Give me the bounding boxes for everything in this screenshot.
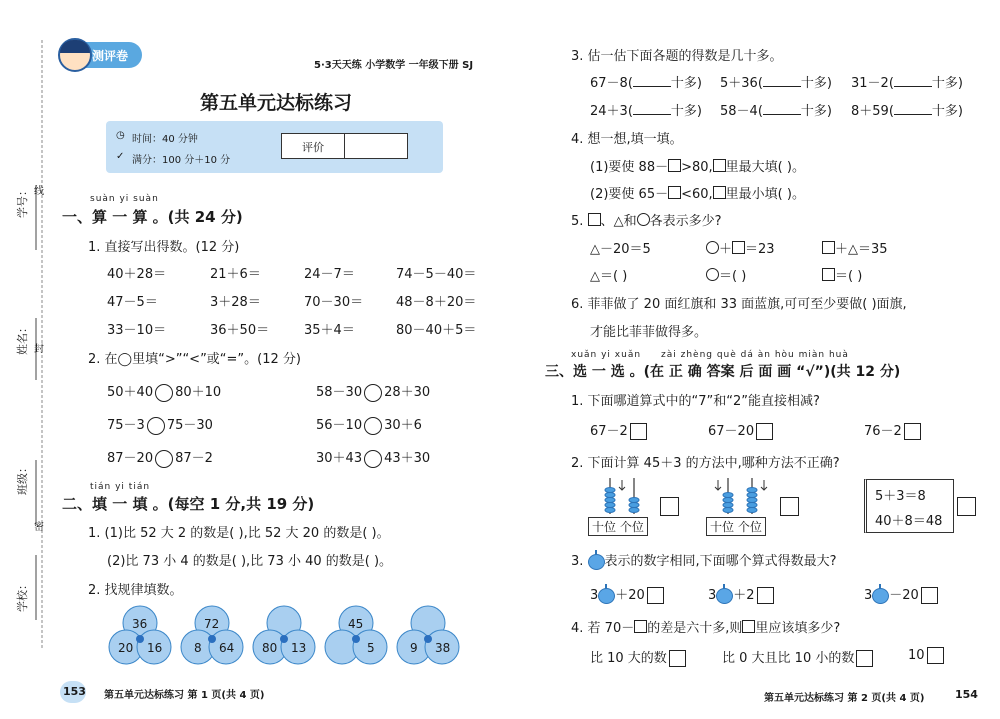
answer-box[interactable] [757, 587, 774, 604]
q5-eq2: ＋ ＝23 [706, 238, 775, 257]
footer-left-text: 第五单元达标练习 第 1 页(共 4 页) [104, 690, 265, 701]
group-right: 16 [147, 641, 163, 655]
q2-1b: (2)比 73 小 4 的数是( ),比 73 小 40 的数是( )。 [107, 554, 393, 569]
q4-part1: (1)要使 88－ >80, 里最大填( )。 [590, 160, 805, 175]
section3-title: 三、选 一 选 。(在 正 确 答案 后 面 画 “√”)(共 12 分) [545, 364, 901, 380]
calc-item: 3＋28＝ [210, 295, 261, 310]
page-number-badge [60, 681, 86, 703]
calc-item: 35＋4＝ [304, 323, 355, 338]
equation-2: 40＋8＝48 [875, 514, 943, 529]
calc-item: 33－10＝ [107, 323, 167, 338]
estimate-row: 8＋59( 十多) [851, 104, 963, 119]
blank-box [713, 159, 726, 172]
rating-label: 评价 [302, 141, 324, 154]
circle-group [397, 606, 459, 664]
compare-row: 75－3 75－30 [107, 418, 213, 433]
section2-title: 二、填 一 填 。(每空 1 分,共 19 分) [62, 495, 315, 513]
answer-box[interactable] [630, 423, 647, 440]
triangle-icon: △ [590, 269, 600, 284]
blank-box[interactable] [668, 159, 681, 172]
compare-circle[interactable] [155, 450, 173, 468]
seal-line-char: 线 [34, 186, 44, 197]
q4-part2: (2)要使 65－ <60, 里最小填( )。 [590, 187, 805, 202]
equation-1: 5＋3＝8 [875, 489, 926, 504]
class-label: 班级： [16, 462, 29, 495]
c3-option: 3 ＋20 [590, 584, 664, 604]
abacus-icon [706, 476, 776, 516]
square-icon [732, 241, 745, 254]
seal-char: 封 [34, 344, 44, 355]
q5-eq1: △－20＝5 [590, 242, 651, 257]
circle-group [109, 606, 171, 664]
section1-title: 一、算 一 算 。(共 24 分) [62, 208, 243, 226]
group-left: 20 [118, 641, 134, 655]
answer-box[interactable] [660, 497, 679, 516]
c1-option: 67－20 [708, 420, 773, 440]
estimate-row: 58－4( 十多) [720, 104, 832, 119]
calc-item: 70－30＝ [304, 295, 364, 310]
compare-row: 87－20 87－2 [107, 451, 213, 466]
c3-option: 3 －20 [864, 584, 938, 604]
compare-circle[interactable] [155, 384, 173, 402]
estimate-row: 31－2( 十多) [851, 76, 963, 91]
secret-char: 密 [34, 522, 44, 533]
compare-row: 58－30 28＋30 [316, 385, 431, 400]
q5-ans1[interactable]: △＝( ) [590, 269, 628, 284]
q5-ans2[interactable]: ＝( ) [706, 265, 746, 284]
q3-title: 3. 估一估下面各题的得数是几十多。 [571, 49, 783, 64]
c4-option: 比 0 大且比 10 小的数 [722, 647, 873, 667]
check-icon: ✓ [116, 151, 125, 162]
pattern-groups [100, 603, 480, 673]
q5-ans3[interactable]: ＝( ) [822, 265, 862, 284]
time-text: 时间：40 分钟 [132, 134, 198, 145]
c2-title: 2. 下面计算 45＋3 的方法中,哪种方法不正确? [571, 456, 840, 471]
apple-icon [872, 588, 889, 604]
q6-line1: 6. 菲菲做了 20 面红旗和 33 面蓝旗,可可至少要做( )面旗, [571, 297, 907, 312]
answer-box[interactable] [647, 587, 664, 604]
compare-circle[interactable] [364, 417, 382, 435]
triangle-icon: △ [848, 242, 859, 257]
q2-1a: 1. (1)比 52 大 2 的数是( ),比 52 大 20 的数是( )。 [88, 526, 390, 541]
blank-box [713, 186, 726, 199]
compare-row: 50＋40 80＋10 [107, 385, 222, 400]
group-top: 72 [204, 617, 220, 631]
group-left: 80 [262, 641, 278, 655]
calc-item: 80－40＋5＝ [396, 323, 477, 338]
q6-line2: 才能比菲菲做得多。 [590, 325, 708, 340]
compare-row: 56－10 30＋6 [316, 418, 422, 433]
answer-box[interactable] [927, 647, 944, 664]
section2-pinyin: tián yi tián [90, 482, 151, 492]
apple-icon [598, 588, 615, 604]
group-top: 36 [132, 617, 148, 631]
info-panel [106, 121, 443, 173]
square-icon [822, 268, 835, 281]
c4-option: 10 [908, 647, 944, 664]
c3-title: 3. 表示的数字相同,下面哪个算式得数最大? [571, 554, 837, 569]
triangle-icon: △ [613, 214, 624, 229]
group-right: 38 [435, 641, 451, 655]
answer-box[interactable] [957, 497, 976, 516]
c1-title: 1. 下面哪道算式中的“7”和“2”能直接相减? [571, 394, 820, 409]
clock-icon: ◷ [116, 130, 125, 141]
compare-circle[interactable] [364, 384, 382, 402]
square-icon [588, 213, 601, 226]
calc-item: 48－8＋20＝ [396, 295, 477, 310]
notepad [864, 479, 954, 533]
calc-item: 47－5＝ [107, 295, 158, 310]
page-number: 153 [63, 685, 86, 698]
circle-icon [637, 213, 650, 226]
square-icon [634, 620, 647, 633]
c1-option: 76－2 [864, 420, 921, 440]
answer-box[interactable] [669, 650, 686, 667]
mascot-icon [58, 38, 92, 72]
score-text: 满分：100 分＋10 分 [132, 155, 231, 166]
circle-group [181, 606, 243, 664]
circle-group [325, 606, 387, 664]
badge [60, 42, 142, 68]
blank-box[interactable] [668, 186, 681, 199]
estimate-row: 67－8( 十多) [590, 76, 702, 91]
apple-icon [588, 554, 605, 570]
student-id-label: 学号： [16, 185, 29, 218]
group-top: 45 [348, 617, 364, 631]
group-right: 64 [219, 641, 235, 655]
calc-item: 21＋6＝ [210, 267, 261, 282]
c4-title: 4. 若 70－ 的差是六十多,则 里应该填多少? [571, 621, 841, 636]
circle-group [253, 606, 315, 664]
group-right: 5 [367, 641, 375, 655]
answer-box[interactable] [756, 423, 773, 440]
school-label: 学校： [16, 579, 29, 612]
circle-icon [706, 268, 719, 281]
answer-box[interactable] [856, 650, 873, 667]
calc-item: 24－7＝ [304, 267, 355, 282]
apple-icon [716, 588, 733, 604]
section3-pinyin1: xuǎn yi xuǎn [571, 350, 642, 360]
compare-circle[interactable] [364, 450, 382, 468]
group-right: 13 [291, 641, 307, 655]
c1-option: 67－2 [590, 420, 647, 440]
square-icon [742, 620, 755, 633]
compare-circle[interactable] [147, 417, 165, 435]
q1-1-title: 1. 直接写出得数。(12 分) [88, 240, 240, 255]
compare-row: 30＋43 43＋30 [316, 451, 431, 466]
q4-title: 4. 想一想,填一填。 [571, 132, 683, 147]
abacus-label: 十位 个位 [706, 517, 766, 536]
q1-2-title: 2. 在◯里填“>”“<”或“=”。(12 分) [88, 352, 301, 367]
group-left: 8 [194, 641, 202, 655]
c3-option: 3 ＋2 [708, 584, 774, 604]
answer-box[interactable] [921, 587, 938, 604]
page-title: 第五单元达标练习 [200, 92, 353, 114]
calc-item: 40＋28＝ [107, 267, 167, 282]
badge-label: 测评卷 [92, 49, 129, 63]
rating-box [281, 133, 408, 159]
abacus-label: 十位 个位 [588, 517, 648, 536]
series-info: 5·3天天练 小学数学 一年级下册 SJ [314, 60, 474, 71]
group-left: 9 [410, 641, 418, 655]
calc-item: 74－5－40＝ [396, 267, 477, 282]
footer-right-text: 第五单元达标练习 第 2 页(共 4 页) [764, 693, 925, 704]
section1-pinyin: suàn yi suàn [90, 194, 159, 204]
page-number-right: 154 [955, 688, 978, 701]
q5-eq3: ＋△＝35 [822, 238, 888, 257]
square-icon [822, 241, 835, 254]
student-name-label: 姓名： [16, 322, 29, 355]
estimate-row: 5＋36( 十多) [720, 76, 832, 91]
estimate-row: 24＋3( 十多) [590, 104, 702, 119]
abacus-icon [588, 476, 658, 516]
calc-item: 36＋50＝ [210, 323, 270, 338]
circle-icon [706, 241, 719, 254]
answer-box[interactable] [904, 423, 921, 440]
c4-option: 比 10 大的数 [590, 647, 686, 667]
q2-2-title: 2. 找规律填数。 [88, 583, 183, 598]
q5-title: 5. 、△和 各表示多少? [571, 214, 722, 229]
answer-box[interactable] [780, 497, 799, 516]
triangle-icon: △ [590, 242, 600, 257]
section3-pinyin2: zài zhèng què dá àn hòu miàn huà [661, 350, 849, 360]
